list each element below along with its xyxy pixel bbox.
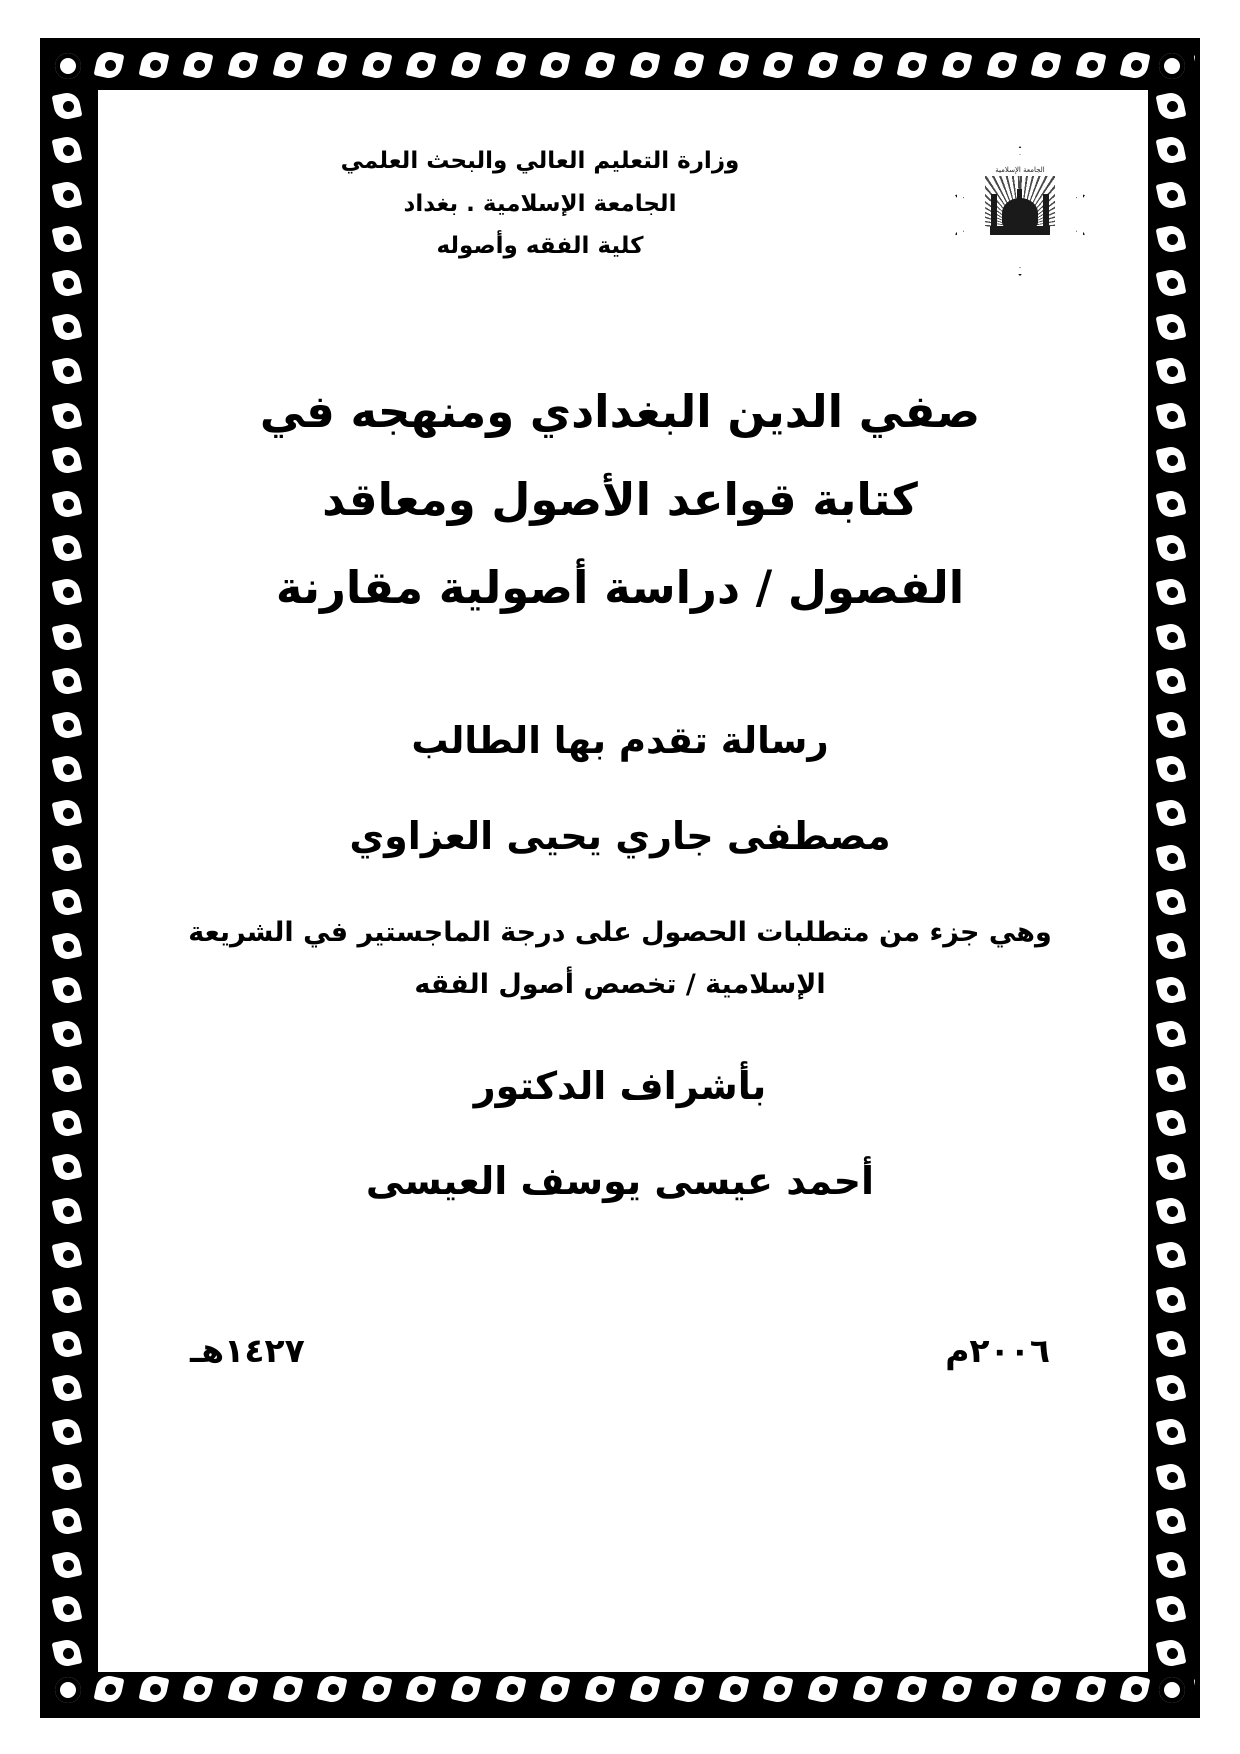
leaf-ornament	[49, 1370, 87, 1408]
leaf-ornament	[1153, 1061, 1191, 1099]
leaf-ornament	[225, 47, 263, 85]
leaf-ornament	[1153, 1370, 1191, 1408]
title-line-1: صفي الدين البغدادي ومنهجه في	[259, 385, 981, 438]
border-ornaments-top	[46, 44, 1197, 88]
leaf-ornament	[760, 47, 798, 85]
leaf-ornament	[49, 972, 87, 1010]
leaf-ornament	[49, 309, 87, 347]
leaf-ornament	[49, 1503, 87, 1541]
leaf-ornament	[49, 1061, 87, 1099]
requirement-line-1: وهي جزء من متطلبات الحصول على درجة الماجستير في الشريعة	[188, 917, 1052, 949]
leaf-ornament	[1153, 1282, 1191, 1320]
leaf-ornament	[805, 47, 843, 85]
leaf-ornament	[1153, 1016, 1191, 1054]
page-number: أ	[616, 1694, 624, 1718]
leaf-ornament	[1153, 751, 1191, 789]
leaf-ornament	[91, 47, 129, 85]
leaf-ornament	[49, 1326, 87, 1364]
leaf-ornament	[403, 47, 441, 85]
ministry-line: وزارة التعليم العالي والبحث العلمي	[340, 148, 740, 174]
leaf-ornament	[1153, 619, 1191, 657]
hijri-date: ١٤٢٧هـ	[190, 1331, 305, 1371]
leaf-ornament	[180, 47, 218, 85]
leaf-ornament	[1153, 1414, 1191, 1452]
student-name: مصطفى جاري يحيى العزاوي	[349, 814, 891, 859]
leaf-ornament	[1153, 309, 1191, 347]
leaf-ornament	[359, 47, 397, 85]
leaf-ornament	[1153, 574, 1191, 612]
emblem-caption: الجامعة الإسلامية	[995, 166, 1045, 174]
leaf-ornament	[1153, 1503, 1191, 1541]
leaf-ornament	[1073, 47, 1111, 85]
leaf-ornament	[1153, 530, 1191, 568]
leaf-ornament	[1153, 1193, 1191, 1231]
leaf-ornament	[49, 221, 87, 259]
leaf-ornament	[49, 265, 87, 303]
supervisor-name: أحمد عيسى يوسف العيسى	[365, 1158, 875, 1203]
leaf-ornament	[49, 1016, 87, 1054]
leaf-ornament	[1028, 47, 1066, 85]
leaf-ornament	[1153, 1547, 1191, 1585]
leaf-ornament	[939, 47, 977, 85]
border-ornaments-left	[46, 44, 90, 1715]
leaf-ornament	[1153, 1149, 1191, 1187]
leaf-ornament	[49, 88, 87, 126]
dome-icon	[1002, 198, 1038, 228]
degree-requirement	[155, 907, 1085, 1010]
requirement-line-2: الإسلامية / تخصص أصول الفقه	[414, 968, 826, 1000]
leaf-ornament	[1153, 663, 1191, 701]
header-row	[155, 140, 1085, 276]
leaf-ornament	[49, 132, 87, 170]
university-line: الجامعة الإسلامية . بغداد	[403, 190, 677, 217]
leaf-ornament	[49, 751, 87, 789]
leaf-ornament	[49, 1547, 87, 1585]
border-ornaments-right	[1150, 44, 1194, 1715]
leaf-ornament	[1153, 132, 1191, 170]
university-logo-icon	[955, 146, 1085, 276]
thesis-title	[155, 368, 1085, 631]
leaf-ornament	[1153, 1459, 1191, 1497]
leaf-ornament	[270, 47, 308, 85]
leaf-ornament	[49, 1149, 87, 1187]
leaf-ornament	[49, 619, 87, 657]
leaf-ornament	[1153, 1591, 1191, 1629]
leaf-ornament	[1153, 972, 1191, 1010]
leaf-ornament	[448, 47, 486, 85]
affiliation-block	[155, 140, 945, 268]
leaf-ornament	[49, 398, 87, 436]
leaf-ornament	[493, 47, 531, 85]
dates-row	[155, 1331, 1085, 1370]
supervisor-label: بأشراف الدكتور	[473, 1063, 767, 1108]
cover-content	[95, 90, 1145, 1670]
leaf-ornament	[1153, 221, 1191, 259]
gregorian-date: ٢٠٠٦م	[945, 1331, 1050, 1371]
leaf-ornament	[1153, 840, 1191, 878]
leaf-ornament	[537, 47, 575, 85]
dome-finial-icon	[1017, 189, 1022, 201]
leaf-ornament	[49, 177, 87, 215]
leaf-ornament	[49, 1105, 87, 1143]
leaf-ornament	[1153, 353, 1191, 391]
leaf-ornament	[1153, 795, 1191, 833]
leaf-ornament	[582, 47, 620, 85]
leaf-ornament	[1153, 1105, 1191, 1143]
leaf-ornament	[49, 442, 87, 480]
leaf-ornament	[49, 1459, 87, 1497]
leaf-ornament	[1153, 398, 1191, 436]
leaf-ornament	[850, 47, 888, 85]
leaf-ornament	[894, 47, 932, 85]
leaf-ornament	[1153, 486, 1191, 524]
leaf-ornament	[49, 1237, 87, 1275]
leaf-ornament	[49, 353, 87, 391]
leaf-ornament	[49, 663, 87, 701]
leaf-ornament	[984, 47, 1022, 85]
leaf-ornament	[49, 574, 87, 612]
leaf-ornament	[1153, 177, 1191, 215]
leaf-ornament	[49, 840, 87, 878]
leaf-ornament	[49, 1414, 87, 1452]
corner-flower-ornament	[1150, 44, 1194, 88]
leaf-ornament	[49, 1591, 87, 1629]
college-line: كلية الفقه وأصوله	[436, 233, 644, 260]
leaf-ornament	[1153, 1237, 1191, 1275]
leaf-ornament	[1153, 884, 1191, 922]
leaf-ornament	[1153, 707, 1191, 745]
leaf-ornament	[314, 47, 352, 85]
submitted-by-label: رسالة تقدم بها الطالب	[411, 719, 829, 763]
leaf-ornament	[49, 1282, 87, 1320]
mosque-base-icon	[990, 226, 1050, 235]
leaf-ornament	[1153, 88, 1191, 126]
minaret-left-icon	[991, 194, 997, 228]
leaf-ornament	[49, 707, 87, 745]
leaf-ornament	[49, 1193, 87, 1231]
minaret-right-icon	[1043, 194, 1049, 228]
title-line-2: كتابة قواعد الأصول ومعاقد	[322, 472, 918, 526]
leaf-ornament	[136, 47, 174, 85]
title-line-3: الفصول / دراسة أصولية مقارنة	[275, 560, 965, 614]
leaf-ornament	[1153, 265, 1191, 303]
corner-flower-ornament	[46, 44, 90, 88]
leaf-ornament	[49, 795, 87, 833]
leaf-ornament	[627, 47, 665, 85]
leaf-ornament	[716, 47, 754, 85]
leaf-ornament	[49, 884, 87, 922]
leaf-ornament	[671, 47, 709, 85]
leaf-ornament	[1153, 442, 1191, 480]
leaf-ornament	[49, 530, 87, 568]
leaf-ornament	[1153, 928, 1191, 966]
leaf-ornament	[49, 486, 87, 524]
leaf-ornament	[49, 928, 87, 966]
leaf-ornament	[1153, 1326, 1191, 1364]
